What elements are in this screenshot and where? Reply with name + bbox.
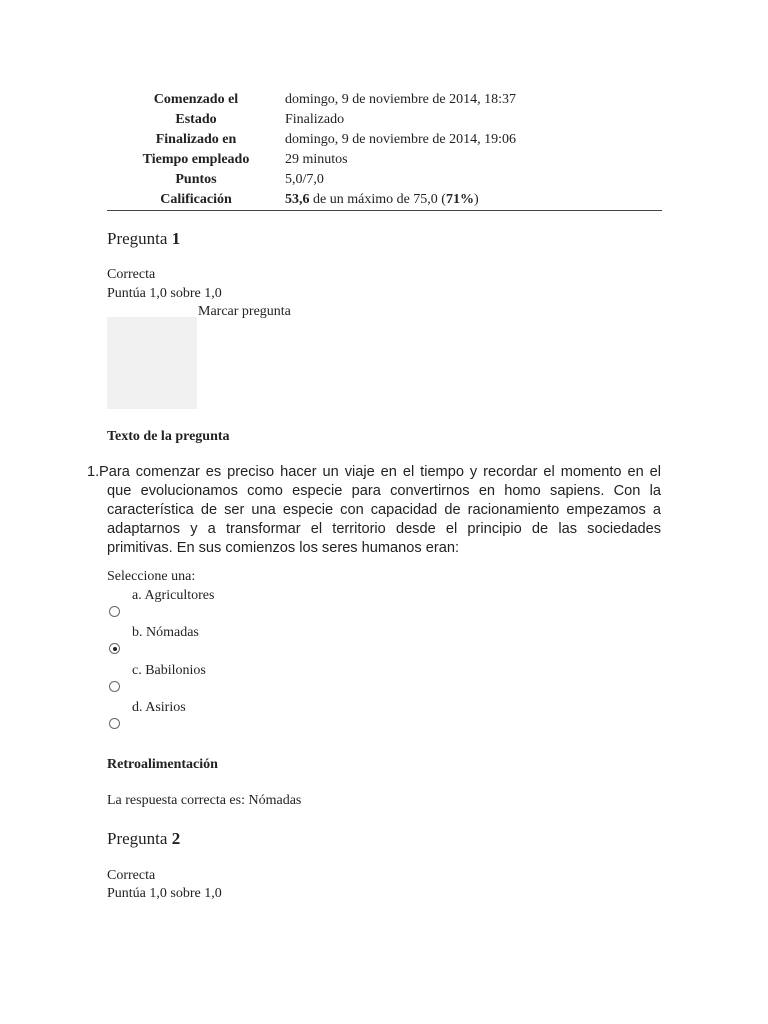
summary-label: Finalizado en	[155, 132, 237, 147]
option-label: b. Nómadas	[132, 625, 199, 640]
question-text-title: Texto de la pregunta	[107, 429, 230, 444]
radio-button-selected[interactable]	[109, 643, 120, 654]
summary-value: 5,0/7,0	[285, 172, 324, 187]
summary-label: Estado	[175, 112, 217, 127]
summary-value: 29 minutos	[285, 152, 348, 167]
question-1-status: Correcta	[107, 267, 156, 282]
summary-label: Puntos	[175, 172, 217, 187]
flag-question-image[interactable]	[107, 317, 197, 409]
question-2-status: Correcta	[107, 868, 156, 883]
feedback-title: Retroalimentación	[107, 757, 218, 772]
radio-button[interactable]	[109, 681, 120, 692]
flag-question-link[interactable]: Marcar pregunta	[198, 304, 291, 319]
feedback-text: La respuesta correcta es: Nómadas	[107, 793, 302, 808]
summary-row-started	[107, 90, 662, 110]
option-label: c. Babilonios	[132, 663, 206, 678]
grade-end-text: )	[473, 192, 479, 207]
answer-option-a[interactable]	[107, 588, 407, 626]
summary-row-time	[107, 150, 662, 170]
question-1-points: Puntúa 1,0 sobre 1,0	[107, 286, 222, 301]
summary-label: Calificación	[107, 190, 285, 211]
summary-row-grade	[107, 190, 662, 211]
answer-option-b[interactable]	[107, 625, 407, 663]
question-2-heading	[107, 829, 180, 849]
question-label: Pregunta	[107, 229, 168, 248]
summary-value: domingo, 9 de noviembre de 2014, 18:37	[285, 92, 516, 107]
question-label: Pregunta	[107, 829, 168, 848]
option-label: a. Agricultores	[132, 588, 215, 603]
grade-score: 53,6	[285, 192, 310, 207]
summary-row-finished	[107, 130, 662, 150]
question-2-points: Puntúa 1,0 sobre 1,0	[107, 886, 222, 901]
grade-percent: 71%	[445, 192, 474, 207]
summary-value: Finalizado	[285, 112, 345, 127]
radio-button[interactable]	[109, 718, 120, 729]
select-one-label: Seleccione una:	[107, 569, 196, 584]
question-1-heading	[107, 229, 180, 249]
summary-row-state	[107, 110, 662, 130]
answer-option-d[interactable]	[107, 700, 407, 738]
summary-label: Tiempo empleado	[142, 152, 250, 167]
question-number: 2	[171, 829, 181, 848]
grade-middle-text: de un máximo de 75,0 (	[309, 192, 446, 207]
answer-option-c[interactable]	[107, 663, 407, 701]
list-number: 1.	[87, 464, 100, 480]
grade-value	[285, 190, 662, 211]
attempt-summary-table	[107, 90, 662, 211]
summary-label: Comenzado el	[153, 92, 239, 107]
question-body: Para comenzar es preciso hacer un viaje en el tiempo y recordar el momento en el que evolucionamos como especie para convertirnos en homo sapiens. Con la característica de ser una especie con capacidad de racionamiento empezamos a adaptarnos y a transformar el territorio desde el principio de las sociedades primitivas. En sus comienzos los seres humanos eran:	[99, 464, 661, 556]
summary-row-points	[107, 170, 662, 190]
radio-button[interactable]	[109, 606, 120, 617]
question-number: 1	[171, 229, 181, 248]
summary-value: domingo, 9 de noviembre de 2014, 19:06	[285, 132, 516, 147]
question-1-text	[87, 463, 661, 558]
option-label: d. Asirios	[132, 700, 186, 715]
